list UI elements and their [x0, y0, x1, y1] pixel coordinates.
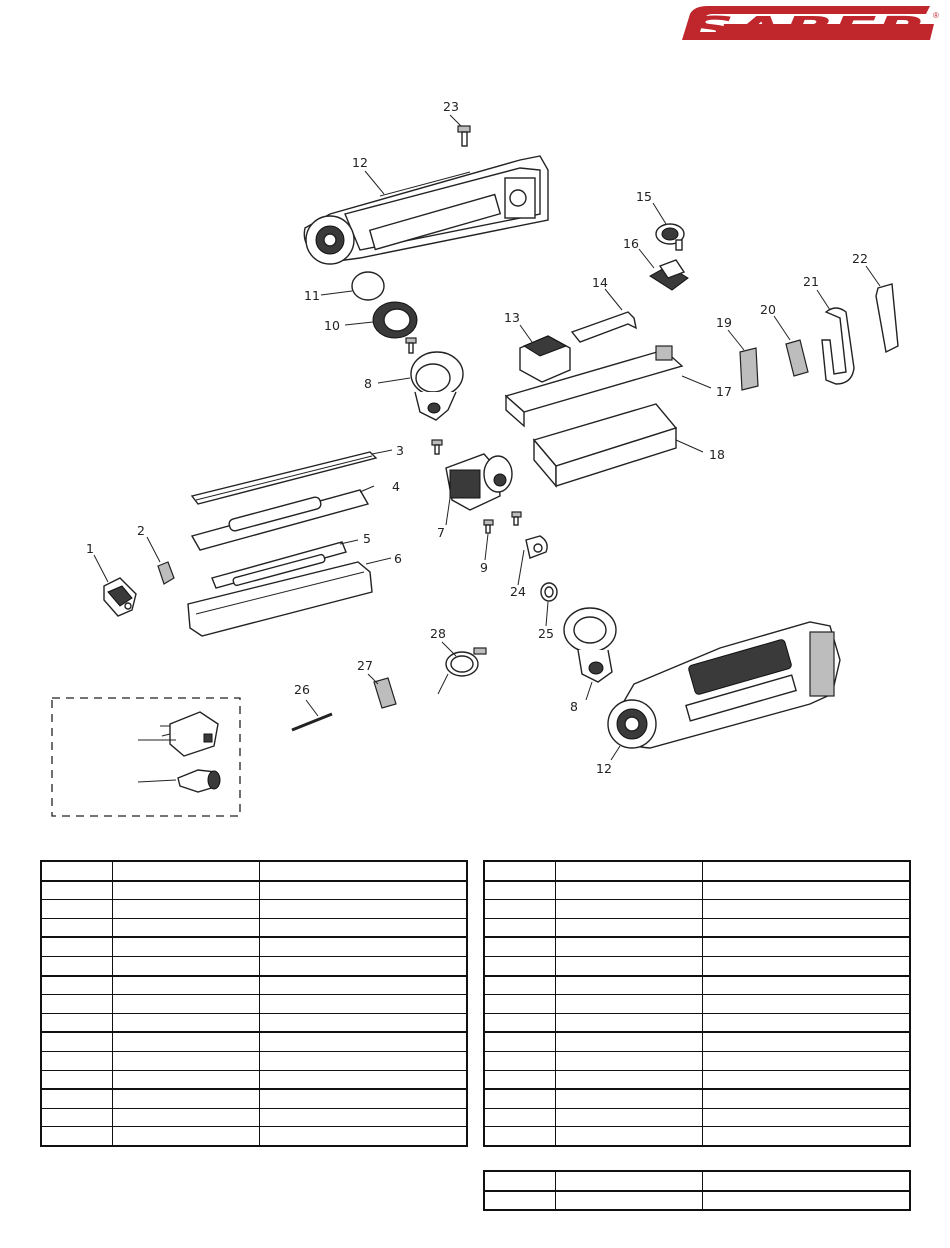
part-24-washer-tab [526, 536, 547, 558]
table-cell [703, 1051, 911, 1070]
table-row [41, 861, 467, 881]
table-cell [484, 900, 556, 919]
table-cell [703, 976, 911, 995]
parts-table-bottom [483, 1170, 911, 1211]
table-cell [41, 976, 113, 995]
table-row [41, 937, 467, 956]
table-row [484, 976, 910, 995]
table-cell [113, 1127, 260, 1146]
table-cell [260, 937, 468, 956]
part-25-washer [541, 583, 557, 601]
table-row [41, 918, 467, 937]
table-cell [260, 1070, 468, 1089]
table-cell [41, 881, 113, 900]
table-cell [260, 900, 468, 919]
table-cell [484, 1013, 556, 1032]
table-row [484, 1127, 910, 1146]
table-cell [703, 956, 911, 975]
part-1-end-cap [104, 578, 136, 616]
table-cell [556, 995, 703, 1014]
table-cell [260, 1032, 468, 1051]
parts-table-right [483, 860, 911, 1147]
callout-8-top: 8 [364, 376, 372, 391]
callout-20: 20 [760, 302, 776, 317]
table-cell [41, 1032, 113, 1051]
wall-charger-icon [160, 712, 218, 756]
table-row [41, 1089, 467, 1108]
table-cell [484, 995, 556, 1014]
table-cell [556, 1013, 703, 1032]
saber-logo [682, 6, 939, 46]
table-cell [41, 995, 113, 1014]
callout-27: 27 [357, 658, 373, 673]
callout-12-top: 12 [352, 155, 368, 170]
table-cell [113, 1013, 260, 1032]
part-19-pad [740, 348, 758, 390]
table-row [484, 956, 910, 975]
table-row [484, 900, 910, 919]
table-cell [556, 918, 703, 937]
callout-1: 1 [86, 541, 94, 556]
part-12-lower-housing [608, 622, 840, 748]
table-row [484, 1108, 910, 1127]
part-10-gear-ring [373, 302, 417, 338]
table-cell [484, 881, 556, 900]
table-row [41, 995, 467, 1014]
callout-2: 2 [137, 523, 145, 538]
table-cell [113, 956, 260, 975]
table-cell [484, 976, 556, 995]
callout-5: 5 [363, 531, 371, 546]
table-cell [113, 1108, 260, 1127]
part-8-bracket-lower [564, 608, 616, 682]
table-cell [484, 1171, 556, 1191]
table-row [41, 956, 467, 975]
part-15-knob [656, 224, 684, 250]
callout-13: 13 [504, 310, 520, 325]
callout-22: 22 [852, 251, 868, 266]
table-cell [260, 918, 468, 937]
table-cell [556, 956, 703, 975]
table-cell [556, 1070, 703, 1089]
table-cell [703, 1191, 911, 1211]
part-2-clip [158, 562, 174, 584]
table-cell [113, 976, 260, 995]
table-cell [41, 1127, 113, 1146]
parts-table-left [40, 860, 468, 1147]
callout-10: 10 [324, 318, 340, 333]
table-row [484, 1171, 910, 1191]
table-row [484, 1032, 910, 1051]
table-cell [113, 918, 260, 937]
table-cell [556, 1089, 703, 1108]
part-16-switch-base [650, 260, 688, 290]
table-row [484, 1051, 910, 1070]
part-7-pivot-block [446, 454, 512, 510]
callout-24: 24 [510, 584, 526, 599]
table-cell [260, 1089, 468, 1108]
part-21-hook [822, 308, 854, 384]
table-cell [703, 995, 911, 1014]
table-cell [484, 1108, 556, 1127]
part-14-strap-clip [572, 312, 636, 342]
callout-23: 23 [443, 99, 459, 114]
table-cell [703, 937, 911, 956]
callout-9: 9 [480, 560, 488, 575]
part-11-ring [352, 272, 384, 300]
table-cell [113, 937, 260, 956]
table-cell [113, 900, 260, 919]
charger-accessories-box [52, 698, 240, 816]
callout-18: 18 [709, 447, 725, 462]
table-cell [556, 861, 703, 881]
table-cell [556, 976, 703, 995]
table-cell [484, 956, 556, 975]
table-cell [484, 918, 556, 937]
table-row [484, 1089, 910, 1108]
table-row [484, 881, 910, 900]
table-cell [113, 995, 260, 1014]
logo-text: SABER [688, 11, 926, 46]
table-cell [260, 995, 468, 1014]
table-row [41, 900, 467, 919]
callout-6: 6 [394, 551, 402, 566]
table-cell [41, 1051, 113, 1070]
table-row [484, 995, 910, 1014]
callout-15: 15 [636, 189, 652, 204]
table-row [41, 1013, 467, 1032]
table-cell [113, 1032, 260, 1051]
part-12-upper-housing [304, 156, 548, 264]
table-cell [484, 937, 556, 956]
registered-mark: ® [933, 11, 939, 20]
table-cell [556, 881, 703, 900]
table-cell [41, 1070, 113, 1089]
callout-3: 3 [396, 443, 404, 458]
callout-26: 26 [294, 682, 310, 697]
part-22-label [876, 284, 898, 352]
callout-7: 7 [437, 525, 445, 540]
table-row [484, 1191, 910, 1211]
table-cell [41, 956, 113, 975]
table-cell [484, 1127, 556, 1146]
part-26-pin [292, 714, 332, 730]
table-cell [41, 900, 113, 919]
table-cell [703, 918, 911, 937]
table-row [41, 1127, 467, 1146]
table-cell [703, 1089, 911, 1108]
table-row [41, 881, 467, 900]
table-cell [556, 1191, 703, 1211]
table-cell [556, 900, 703, 919]
table-cell [703, 881, 911, 900]
table-cell [260, 956, 468, 975]
car-charger-icon [178, 770, 220, 792]
table-cell [703, 861, 911, 881]
callout-25: 25 [538, 626, 554, 641]
table-cell [556, 1051, 703, 1070]
table-cell [260, 1051, 468, 1070]
part-27-magnet [374, 678, 396, 708]
table-cell [556, 937, 703, 956]
callout-12-bottom: 12 [596, 761, 612, 776]
table-cell [260, 976, 468, 995]
callout-8-bottom: 8 [570, 699, 578, 714]
table-row [41, 1070, 467, 1089]
part-18-battery-pack [534, 404, 676, 486]
table-cell [113, 1089, 260, 1108]
screw-icon [406, 338, 416, 353]
table-row [484, 937, 910, 956]
table-cell [260, 1013, 468, 1032]
table-cell [41, 1013, 113, 1032]
callout-11: 11 [304, 288, 320, 303]
part-28-usb-cable [438, 648, 486, 694]
table-cell [113, 881, 260, 900]
table-cell [113, 861, 260, 881]
part-13-switch [520, 336, 570, 382]
table-cell [484, 1051, 556, 1070]
table-cell [556, 1171, 703, 1191]
table-cell [484, 861, 556, 881]
table-cell [484, 1089, 556, 1108]
table-cell [260, 881, 468, 900]
callout-19: 19 [716, 315, 732, 330]
table-cell [703, 1108, 911, 1127]
table-cell [556, 1108, 703, 1127]
table-row [41, 976, 467, 995]
table-cell [703, 1013, 911, 1032]
table-cell [703, 1032, 911, 1051]
table-cell [703, 1171, 911, 1191]
table-cell [41, 1089, 113, 1108]
table-row [484, 1013, 910, 1032]
table-cell [41, 937, 113, 956]
table-cell [260, 861, 468, 881]
callout-28: 28 [430, 626, 446, 641]
table-row [41, 1051, 467, 1070]
table-cell [113, 1070, 260, 1089]
table-row [484, 1070, 910, 1089]
table-cell [113, 1051, 260, 1070]
callout-21: 21 [803, 274, 819, 289]
callout-4: 4 [392, 479, 400, 494]
table-row [41, 1108, 467, 1127]
table-cell [484, 1070, 556, 1089]
table-cell [260, 1127, 468, 1146]
table-cell [41, 1108, 113, 1127]
part-8-bracket-upper [411, 352, 463, 420]
table-row [41, 1032, 467, 1051]
table-cell [41, 918, 113, 937]
table-row [484, 918, 910, 937]
callout-16: 16 [623, 236, 639, 251]
part-20-pad [786, 340, 808, 376]
table-row [484, 861, 910, 881]
table-cell [556, 1127, 703, 1146]
table-cell [260, 1108, 468, 1127]
table-cell [703, 900, 911, 919]
callout-14: 14 [592, 275, 608, 290]
table-cell [703, 1127, 911, 1146]
table-cell [484, 1032, 556, 1051]
part-23-screw [458, 126, 470, 146]
table-cell [484, 1191, 556, 1211]
table-cell [41, 861, 113, 881]
callout-17: 17 [716, 384, 732, 399]
table-cell [556, 1032, 703, 1051]
table-cell [703, 1070, 911, 1089]
